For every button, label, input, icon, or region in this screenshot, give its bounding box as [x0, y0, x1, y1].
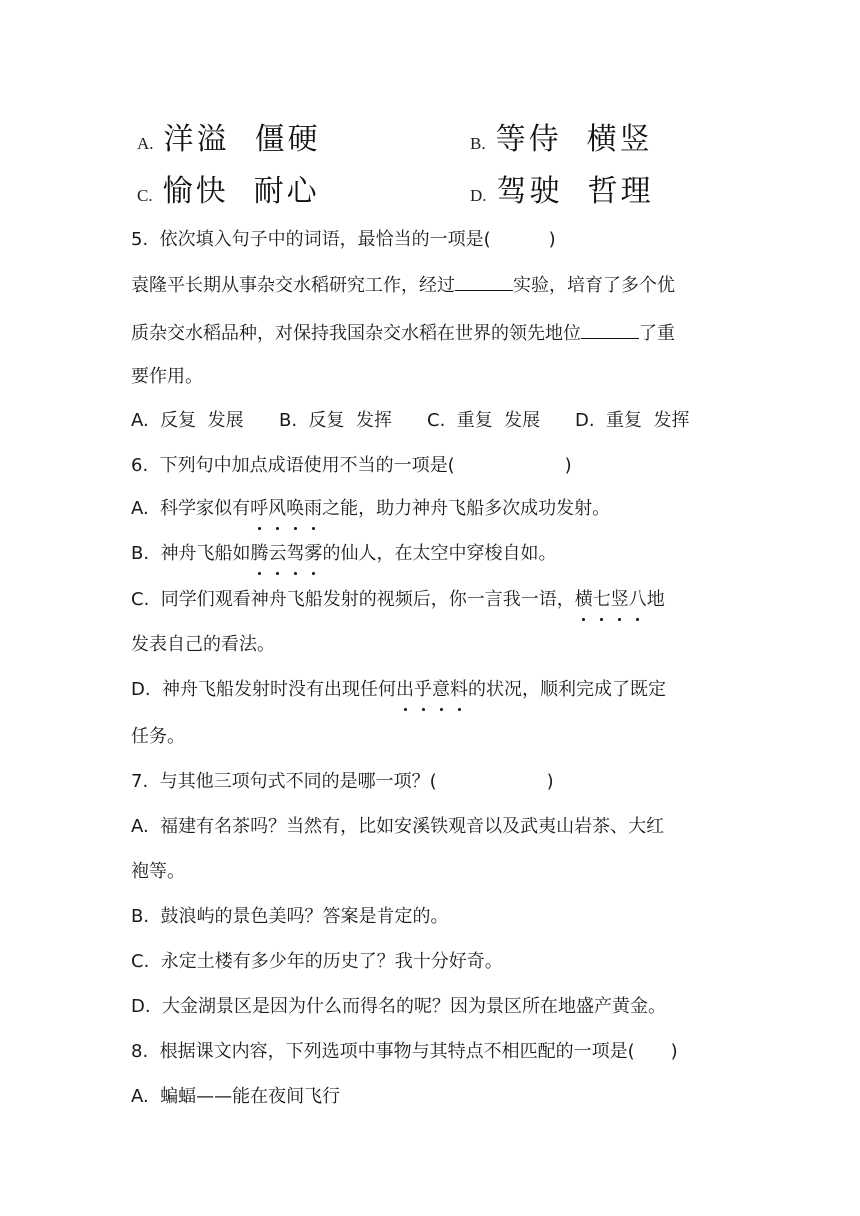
stem-close: ) [546, 771, 554, 792]
fill-blank [455, 272, 513, 291]
option-b-large [470, 114, 653, 158]
dotted-char: 驾 [287, 541, 305, 567]
option-text: C. 同学们观看神舟飞船发射的视频后，你一言我一语， [131, 589, 575, 610]
stem-text: 6. 下列句中加点成语使用不当的一项是( [131, 455, 455, 476]
question-5-passage-line-2 [131, 320, 675, 347]
dotted-idiom [575, 589, 647, 610]
option-letter: D. [470, 186, 487, 205]
question-8-option-a: A. 蝙蝠——能在夜间飞行 [131, 1086, 341, 1107]
option-letter: B. [470, 134, 486, 153]
stem-text: 5. 依次填入句子中的词语，最恰当的一项是( [131, 229, 491, 250]
dotted-char: 出 [396, 677, 414, 703]
dotted-char: 云 [269, 541, 287, 567]
option-d-large [470, 166, 654, 210]
dotted-char: 七 [593, 587, 611, 613]
dotted-char: 横 [575, 587, 593, 613]
question-5-stem [131, 227, 556, 253]
question-5-option-d: D. 重复 发挥 [575, 410, 690, 431]
fill-blank [581, 320, 639, 339]
question-6-option-b [131, 541, 557, 567]
question-5-option-c: C. 重复 发展 [427, 410, 541, 431]
passage-text: 了重 [639, 323, 675, 344]
stem-close: ) [564, 455, 572, 476]
dotted-char: 八 [629, 587, 647, 613]
option-text: B. 神舟飞船如 [131, 543, 251, 564]
stem-text: 7. 与其他三项句式不同的是哪一项？( [131, 771, 437, 792]
dotted-char: 呼 [250, 496, 268, 522]
option-words: 洋溢 僵硬 [163, 122, 321, 157]
option-words: 愉快 耐心 [162, 174, 320, 209]
dotted-char: 意 [432, 677, 450, 703]
question-7-option-b: B. 鼓浪屿的景色美吗？答案是肯定的。 [131, 906, 449, 927]
question-5-passage-line-3: 要作用。 [131, 366, 203, 387]
dotted-char: 竖 [611, 587, 629, 613]
option-text: 的状况，顺利完成了既定 [468, 679, 667, 700]
question-8-stem [131, 1039, 678, 1065]
option-a-large [137, 114, 321, 158]
question-7-option-a-cont: 袍等。 [131, 861, 185, 882]
option-letter: A. [137, 134, 154, 153]
option-words: 驾驶 哲理 [496, 174, 654, 209]
stem-close: ) [548, 229, 556, 250]
option-text: D. 神舟飞船发射时没有出现任何 [131, 679, 397, 700]
question-6-option-d [131, 677, 666, 703]
question-6-option-c-cont: 发表自己的看法。 [131, 634, 275, 655]
dotted-idiom [251, 543, 323, 564]
question-5-option-a: A. 反复 发展 [131, 410, 244, 431]
dotted-char: 雨 [304, 496, 322, 522]
option-text: 之能，助力神舟飞船多次成功发射。 [322, 498, 611, 519]
question-7-option-d: D. 大金湖景区是因为什么而得名的呢？因为景区所在地盛产黄金。 [131, 996, 667, 1017]
dotted-idiom [396, 679, 468, 700]
passage-text: 质杂交水稻品种，对保持我国杂交水稻在世界的领先地位 [131, 323, 581, 344]
question-5-passage-line-1 [131, 272, 675, 299]
question-6-stem [131, 453, 572, 479]
option-text: 的仙人，在太空中穿梭自如。 [322, 543, 557, 564]
option-text: 地 [646, 589, 665, 610]
option-words: 等侍 横竖 [495, 122, 653, 157]
question-6-option-c [131, 587, 665, 613]
option-text: A. 科学家似有 [131, 498, 251, 519]
passage-text: 袁隆平长期从事杂交水稻研究工作，经过 [131, 275, 455, 296]
question-7-stem [131, 769, 554, 795]
dotted-char: 唤 [286, 496, 304, 522]
stem-text: 8. 根据课文内容，下列选项中事物与其特点不相匹配的一项是( [131, 1041, 635, 1062]
option-letter: C. [137, 186, 153, 205]
question-7-option-a: A. 福建有名茶吗？当然有，比如安溪铁观音以及武夷山岩茶、大红 [131, 816, 665, 837]
dotted-idiom [250, 498, 322, 519]
passage-text: 实验，培育了多个优 [513, 275, 675, 296]
dotted-char: 料 [450, 677, 468, 703]
dotted-char: 乎 [414, 677, 432, 703]
option-c-large [137, 166, 320, 210]
dotted-char: 腾 [251, 541, 269, 567]
stem-close: ) [670, 1041, 678, 1062]
dotted-char: 雾 [305, 541, 323, 567]
question-6-option-a [131, 496, 610, 522]
question-7-option-c: C. 永定土楼有多少年的历史了？我十分好奇。 [131, 951, 503, 972]
question-6-option-d-cont: 任务。 [131, 726, 185, 747]
dotted-char: 风 [268, 496, 286, 522]
question-5-option-b: B. 反复 发挥 [279, 410, 392, 431]
